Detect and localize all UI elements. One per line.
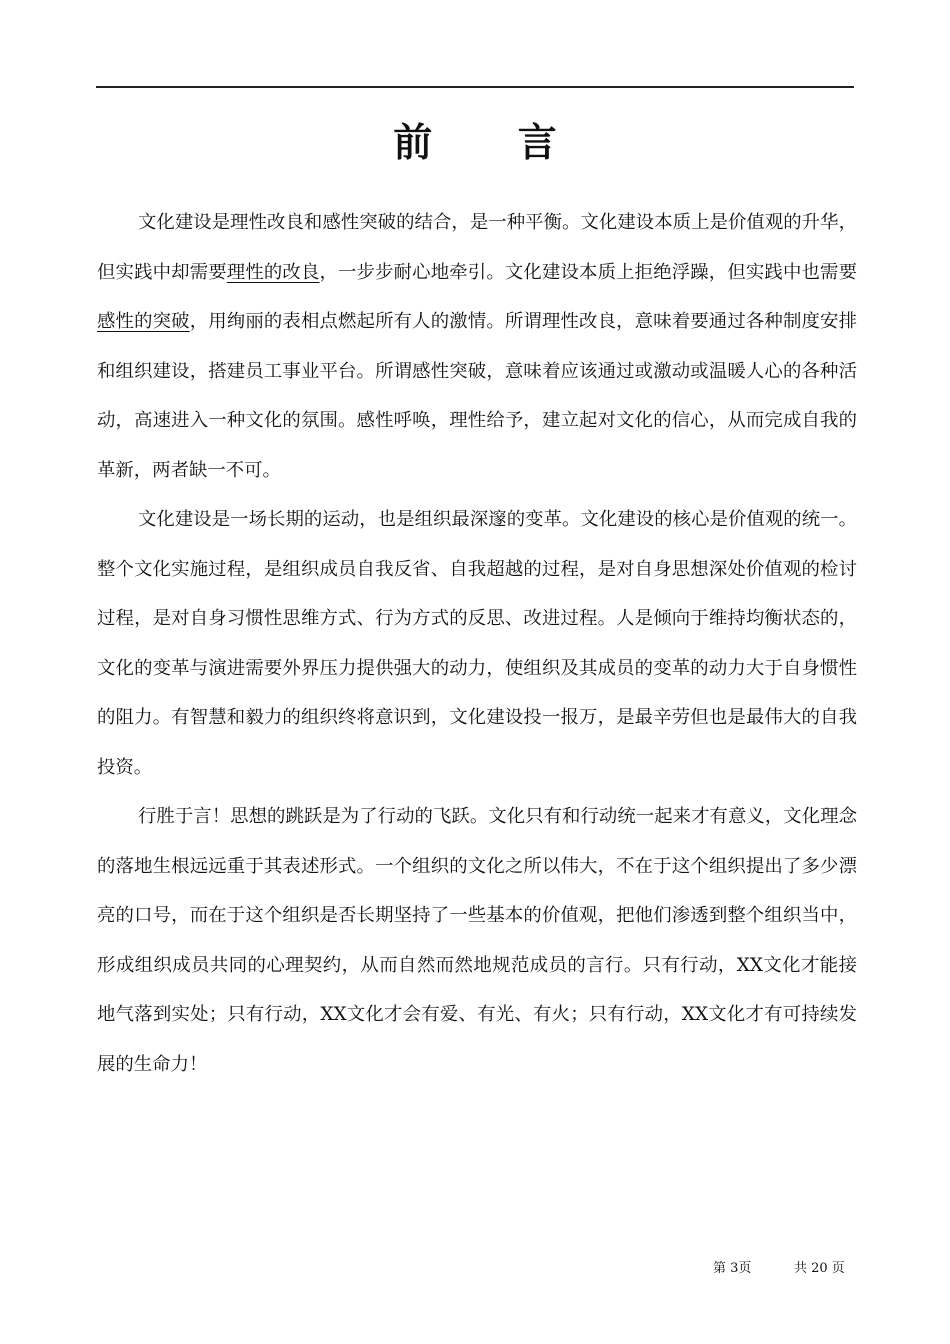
header-rule (96, 86, 854, 88)
paragraph-2-text: 文化建设是一场长期的运动，也是组织最深邃的变革。文化建设的核心是价值观的统一。整个文化实施过程，是组织成员自我反省、自我超越的过程，是对自身思想深处价值观的检讨过程，是对自身习惯性思维方式、行为方式的反思、改进过程。人是倾向于维持均衡状态的，文化的变革与演进需要外界压力提供强大的动力，使组织及其成员的变革的动力大于自身惯性的阻力。有智慧和毅力的组织终将意识到，文化建设投一报万，是最辛劳但也是最伟大的自我投资。 (97, 509, 857, 778)
paragraph-1-text-b: ，一步步耐心地牵引。文化建设本质上拒绝浮躁，但实践中也需要 (319, 261, 857, 283)
underlined-phrase-emotional-breakthrough: 感性的突破 (97, 311, 190, 332)
paragraph-2 (97, 495, 857, 792)
paragraph-3-text: 行胜于言！思想的跳跃是为了行动的飞跃。文化只有和行动统一起来才有意义，文化理念的落地生根远远重于其表述形式。一个组织的文化之所以伟大，不在于这个组织提出了多少漂亮的口号，而在于这个组织是否长期坚持了一些基本的价值观，把他们渗透到整个组织当中，形成组织成员共同的心理契约，从而自然而然地规范成员的言行。只有行动，XX文化才能接地气落到实处；只有行动，XX文化才会有爱、有光、有火；只有行动，XX文化才有可持续发展的生命力！ (97, 806, 857, 1075)
paragraph-3 (97, 792, 857, 1089)
paragraph-1-text-c: ，用绚丽的表相点燃起所有人的激情。所谓理性改良，意味着要通过各种制度安排和组织建设，搭建员工事业平台。所谓感性突破，意味着应该通过或激动或温暖人心的各种活动，高速进入一种文化的氛围。感性呼唤，理性给予，建立起对文化的信心，从而完成自我的革新，两者缺一不可。 (97, 311, 857, 481)
underlined-phrase-rational-improvement: 理性的改良 (226, 261, 320, 283)
paragraph-1-text-a: 文化建设是理性改良和感性突破的结合，是一种平衡。文化建设本质上是价值观的升华，但实践中却需要 (97, 212, 857, 283)
page-number: 第 3页 (713, 1261, 752, 1276)
preface-body (97, 198, 857, 1089)
paragraph-1 (97, 198, 857, 495)
total-pages: 共 20 页 (794, 1261, 845, 1276)
page-title: 前 言 (393, 121, 593, 167)
